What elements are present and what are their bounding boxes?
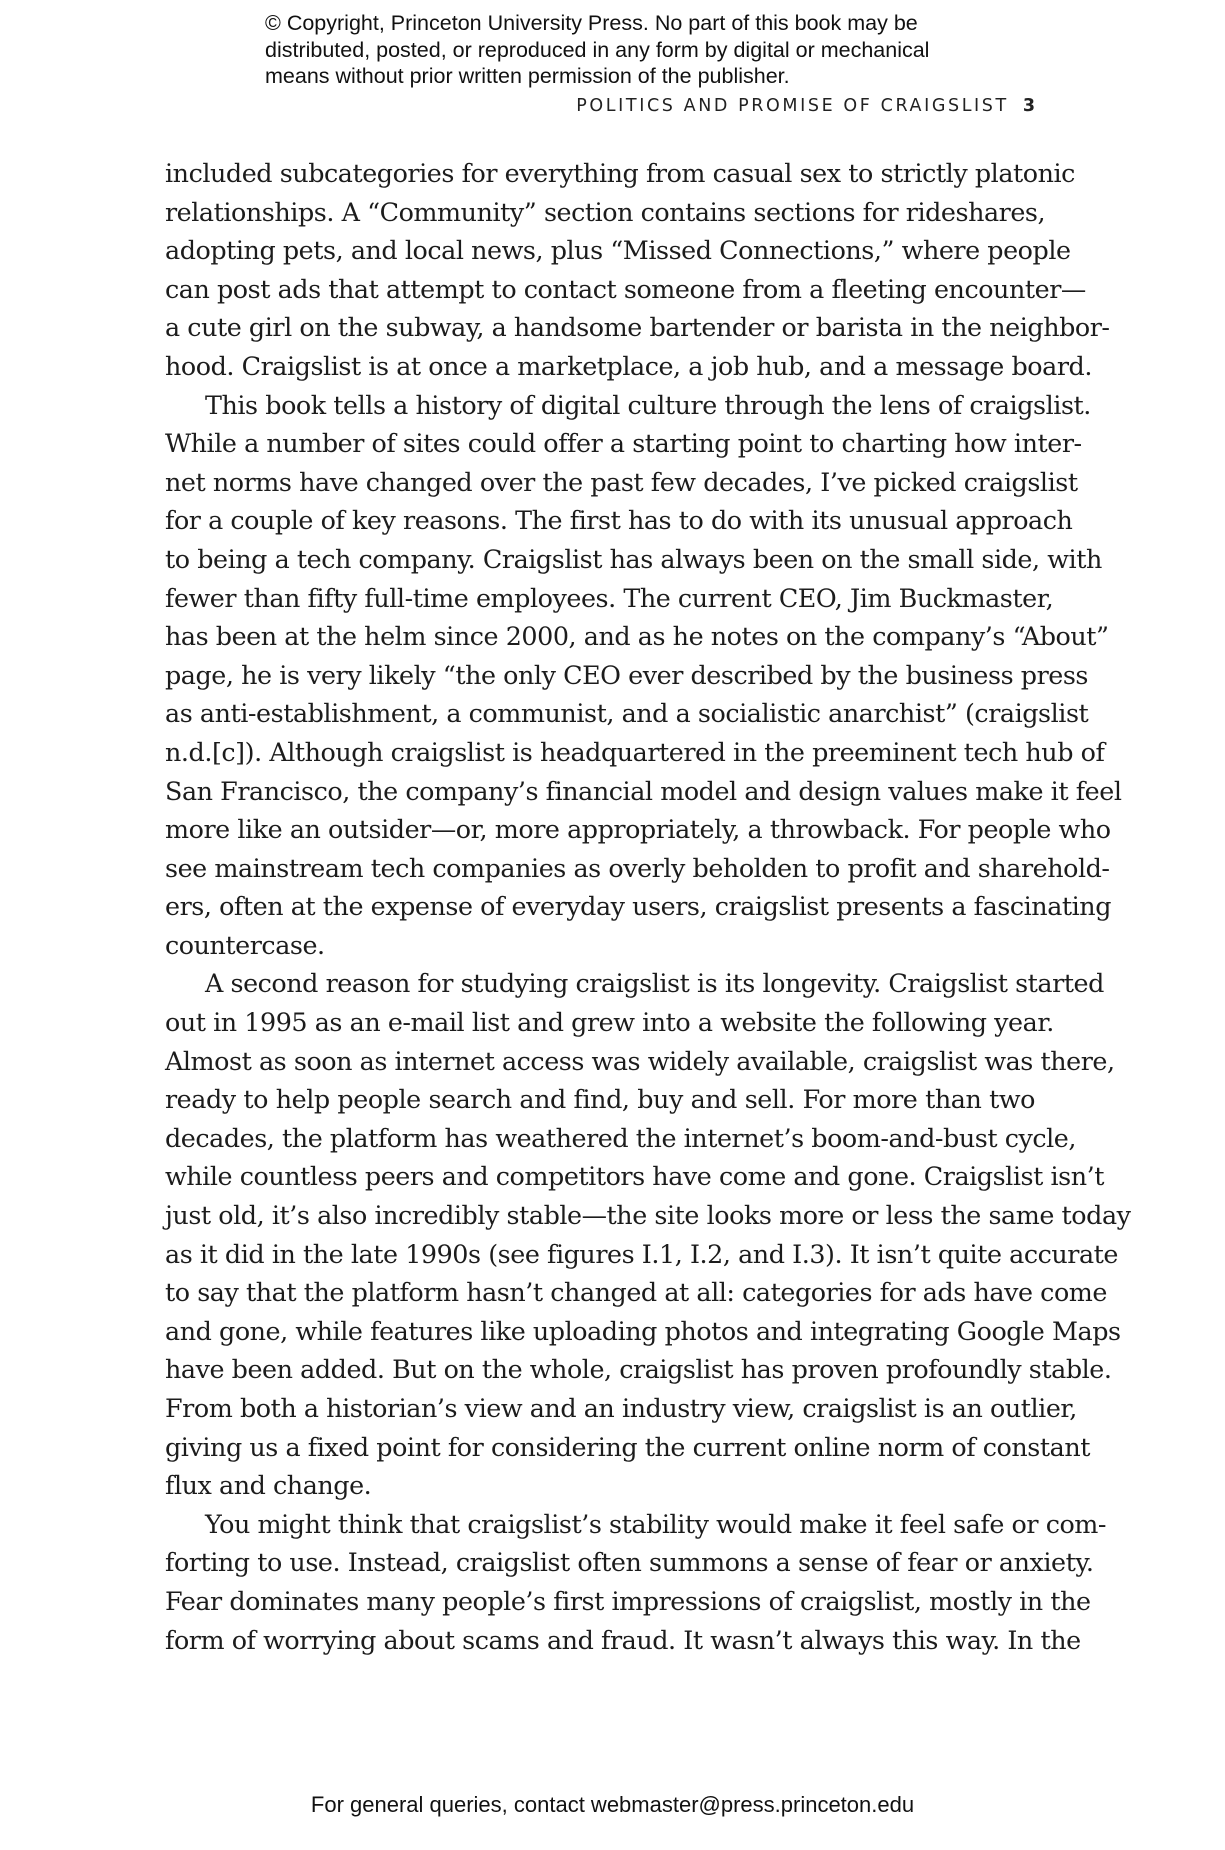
copyright-line: means without prior written permission of the publisher. xyxy=(265,64,790,88)
text-line: for a couple of key reasons. The first has to do with its unusual approach xyxy=(165,505,1073,536)
text-line: This book tells a history of digital culture through the lens of craigslist. xyxy=(205,389,1091,420)
paragraph xyxy=(165,154,1110,386)
text-line: adopting pets, and local news, plus “Missed Connections,” where people xyxy=(165,235,1071,266)
text-line: flux and change. xyxy=(165,1470,372,1501)
copyright-line: © Copyright, Princeton University Press. No part of this book may be xyxy=(265,11,918,35)
running-head-title: POLITICS AND PROMISE OF CRAIGSLIST xyxy=(576,96,1009,116)
text-line: form of worrying about scams and fraud. It wasn’t always this way. In the xyxy=(165,1624,1081,1655)
text-line: a cute girl on the subway, a handsome bartender or barista in the neighbor- xyxy=(165,312,1110,343)
text-line: Fear dominates many people’s first impressions of craigslist, mostly in the xyxy=(165,1585,1091,1616)
text-line: page, he is very likely “the only CEO ever described by the business press xyxy=(165,659,1089,690)
text-line: From both a historian’s view and an industry view, craigslist is an outlier, xyxy=(165,1393,1077,1423)
text-line: hood. Craigslist is at once a marketplace, a job hub, and a message board. xyxy=(165,350,1092,381)
text-line: included subcategories for everything from casual sex to strictly platonic xyxy=(165,158,1075,188)
text-line: decades, the platform has weathered the internet’s boom-and-bust cycle, xyxy=(165,1122,1076,1153)
copyright-notice xyxy=(265,10,1025,90)
text-line: as anti-establishment, a communist, and a socialistic anarchist” (craigslist xyxy=(165,698,1089,729)
text-line: ready to help people search and find, buy and sell. For more than two xyxy=(165,1084,1035,1115)
text-line: forting to use. Instead, craigslist often summons a sense of fear or anxiety. xyxy=(165,1547,1094,1578)
text-line: countercase. xyxy=(165,929,325,960)
text-line: as it did in the late 1990s (see figures I.1, I.2, and I.3). It isn’t quite accurate xyxy=(165,1238,1118,1269)
paragraph xyxy=(165,386,1122,965)
text-line: You might think that craigslist’s stability would make it feel safe or com- xyxy=(205,1508,1107,1539)
footer-contact: For general queries, contact webmaster@press.princeton.edu xyxy=(310,1792,915,1817)
text-line: and gone, while features like uploading photos and integrating Google Maps xyxy=(165,1315,1121,1346)
paragraph xyxy=(165,964,1131,1504)
text-line: fewer than fifty full-time employees. The current CEO, Jim Buckmaster, xyxy=(165,582,1054,613)
running-head xyxy=(576,96,1035,116)
text-line: to say that the platform hasn’t changed at all: categories for ads have come xyxy=(165,1277,1107,1308)
text-line: has been at the helm since 2000, and as he notes on the company’s “About” xyxy=(165,621,1109,652)
text-line: see mainstream tech companies as overly beholden to profit and sharehold- xyxy=(165,852,1110,883)
text-line: giving us a fixed point for considering the current online norm of constant xyxy=(165,1431,1090,1462)
text-line: out in 1995 as an e-mail list and grew into a website the following year. xyxy=(165,1007,1054,1038)
copyright-line: distributed, posted, or reproduced in any form by digital or mechanical xyxy=(265,37,930,62)
text-line: while countless peers and competitors have come and gone. Craigslist isn’t xyxy=(165,1161,1105,1192)
paragraph xyxy=(165,1505,1107,1659)
text-line: just old, it’s also incredibly stable—the site looks more or less the same today xyxy=(165,1200,1131,1231)
text-line: A second reason for studying craigslist is its longevity. Craigslist started xyxy=(205,968,1104,999)
text-line: While a number of sites could offer a starting point to charting how inter- xyxy=(165,428,1082,459)
body-text xyxy=(165,154,1131,1659)
text-line: ers, often at the expense of everyday users, craigslist presents a fascinating xyxy=(165,891,1112,922)
text-line: San Francisco, the company’s financial model and design values make it feel xyxy=(165,775,1122,806)
text-line: more like an outsider—or, more appropriately, a throwback. For people who xyxy=(165,814,1111,845)
text-line: can post ads that attempt to contact someone from a fleeting encounter— xyxy=(165,273,1086,304)
text-line: net norms have changed over the past few decades, I’ve picked craigslist xyxy=(165,466,1078,497)
text-line: have been added. But on the whole, craigslist has proven profoundly stable. xyxy=(165,1354,1112,1385)
page-number: 3 xyxy=(1022,96,1035,116)
text-line: to being a tech company. Craigslist has always been on the small side, with xyxy=(165,543,1102,574)
text-line: Almost as soon as internet access was widely available, craigslist was there, xyxy=(165,1045,1115,1076)
text-line: relationships. A “Community” section contains sections for rideshares, xyxy=(165,196,1046,227)
text-line: n.d.[c]). Although craigslist is headquartered in the preeminent tech hub of xyxy=(165,736,1105,767)
